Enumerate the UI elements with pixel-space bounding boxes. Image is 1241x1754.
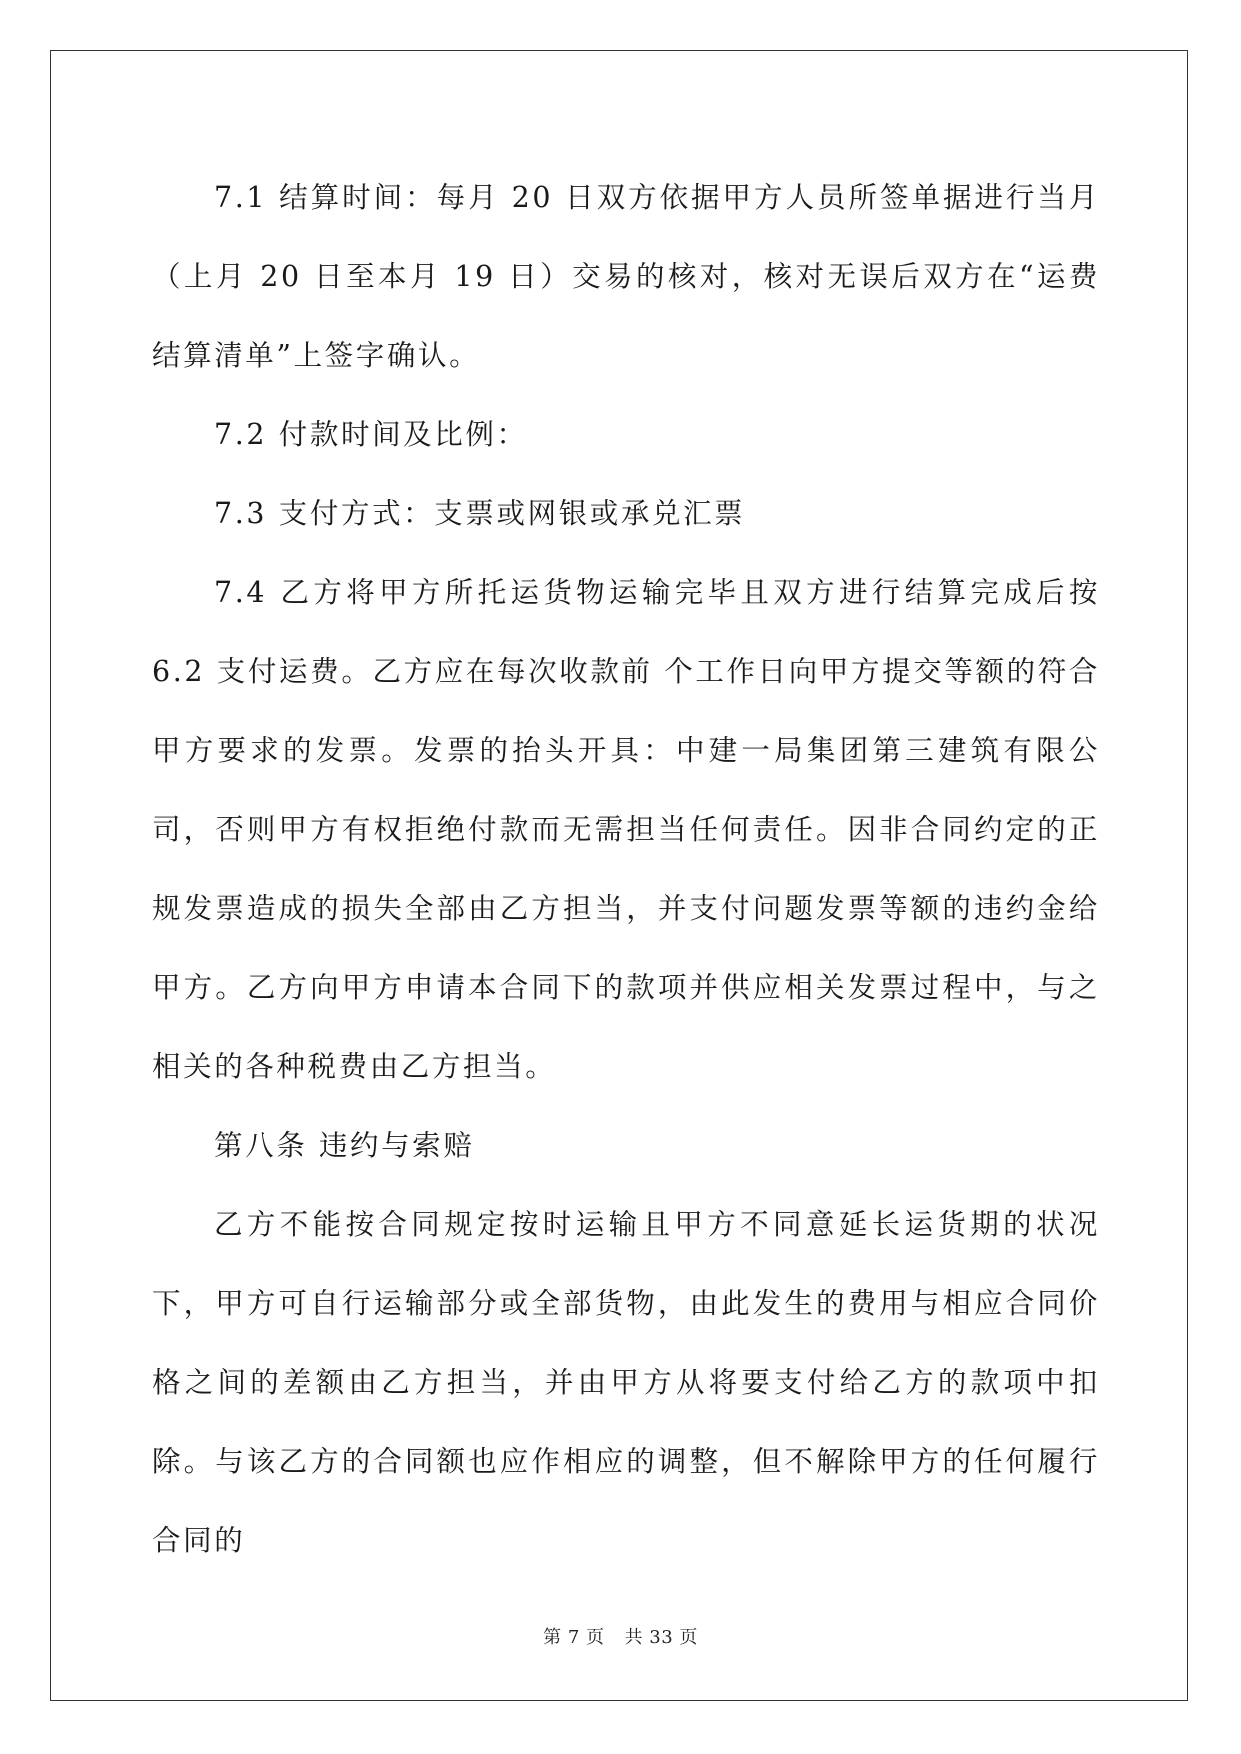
paragraph-7-4: 7.4 乙方将甲方所托运货物运输完毕且双方进行结算完成后按 6.2 支付运费。乙方应在每次收款前 个工作日向甲方提交等额的符合甲方要求的发票。发票的抬头开具：中建一局集团第三建筑有限公司，否则甲方有权拒绝付款而无需担当任何责任。因非合同约定的正规发票造成的损失全部由乙方担当，并支付问题发票等额的违约金给甲方。乙方向甲方申请本合同下的款项并供应相关发票过程中，与之相关的各种税费由乙方担当。	[152, 576, 1100, 1083]
paragraph-7-2: 7.2 付款时间及比例：	[214, 418, 528, 451]
paragraph-7-3: 7.3 支付方式：支票或网银或承兑汇票	[214, 497, 746, 530]
article-8-heading: 第八条 违约与索赔	[214, 1129, 475, 1162]
total-page-count: 共 33 页	[624, 1627, 698, 1648]
paragraph-8-1: 乙方不能按合同规定按时运输且甲方不同意延长运货期的状况下，甲方可自行运输部分或全部货物，由此发生的费用与相应合同价格之间的差额由乙方担当，并由甲方从将要支付给乙方的款项中扣除。与该乙方的合同额也应作相应的调整，但不解除甲方的任何履行合同的	[152, 1208, 1100, 1557]
current-page-number: 第 7 页	[543, 1627, 605, 1648]
page-footer	[0, 1623, 1241, 1649]
document-body	[152, 158, 1100, 1580]
paragraph-7-1: 7.1 结算时间：每月 20 日双方依据甲方人员所签单据进行当月（上月 20 日至本月 19 日）交易的核对，核对无误后双方在“运费结算清单”上签字确认。	[152, 181, 1100, 372]
